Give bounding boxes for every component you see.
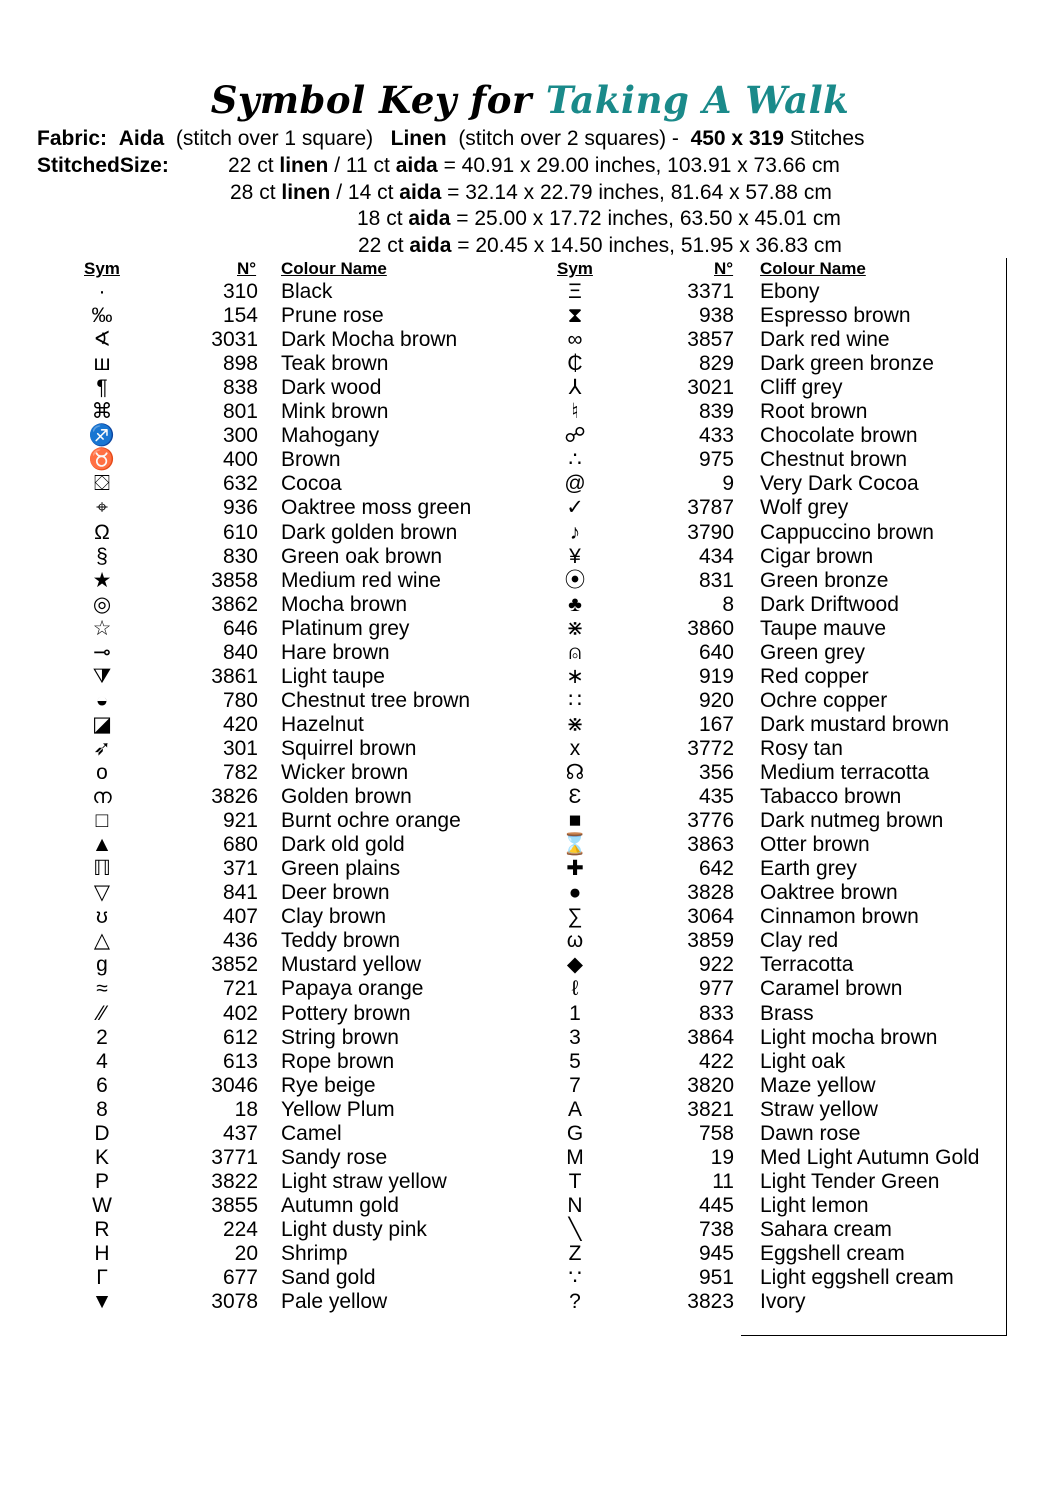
- symbol-cell: ·: [98, 280, 106, 303]
- symbol-cell: ⋇: [566, 712, 584, 736]
- right-border-line: [1006, 258, 1007, 1336]
- number-cell: 437: [222, 1121, 258, 1145]
- symbol-cell: ⦿: [564, 568, 586, 592]
- number-cell: 922: [698, 953, 734, 977]
- number-cell: 640: [698, 640, 734, 664]
- number-cell: 445: [698, 1193, 734, 1217]
- header-sym-left: Sym: [84, 259, 120, 278]
- colour-name-cell: Teak brown: [281, 352, 389, 376]
- symbol-cell: 3: [569, 1025, 581, 1049]
- number-cell: 422: [698, 1049, 734, 1073]
- size-fabric: aida: [408, 207, 451, 230]
- number-cell: 3064: [687, 905, 734, 929]
- colour-name-cell: Platinum grey: [281, 616, 410, 640]
- fabric-line: [37, 127, 865, 151]
- number-cell: 920: [698, 688, 734, 712]
- number-cell: 434: [698, 544, 734, 568]
- number-cell: 3021: [687, 376, 734, 400]
- number-cell: 3863: [687, 833, 734, 857]
- symbol-cell: ∴: [568, 448, 582, 472]
- symbol-cell: ♉: [88, 448, 116, 472]
- number-cell: 938: [698, 304, 734, 328]
- colour-name-cell: Light taupe: [281, 664, 385, 688]
- colour-name-cell: Brown: [281, 448, 341, 472]
- colour-name-cell: Shrimp: [281, 1242, 348, 1265]
- symbol-cell: ∵: [568, 1266, 582, 1290]
- number-cell: 721: [222, 977, 258, 1001]
- size-fabric: aida: [395, 154, 438, 177]
- colour-name-cell: Cinnamon brown: [760, 905, 919, 929]
- colour-name-cell: Rosy tan: [760, 736, 843, 760]
- colour-name-cell: Pale yellow: [281, 1290, 388, 1314]
- symbol-cell: ш: [93, 352, 111, 376]
- number-cell: 840: [222, 640, 258, 664]
- number-cell: 680: [222, 833, 258, 857]
- stitched-size-label: StitchedSize:: [37, 154, 169, 177]
- symbol-cell: ʊ: [96, 905, 108, 929]
- colour-name-cell: Deer brown: [281, 881, 390, 905]
- symbol-cell: ✚: [566, 857, 584, 881]
- number-cell: 3821: [687, 1097, 734, 1121]
- symbol-cell: ☊: [565, 761, 585, 784]
- colour-name-cell: Mocha brown: [281, 592, 408, 616]
- number-cell: 613: [222, 1049, 258, 1073]
- size-dimensions: = 40.91 x 29.00 inches, 103.91 x 73.66 cm: [437, 154, 840, 177]
- symbol-cell: ▽: [93, 881, 111, 905]
- colour-name-cell: Wicker brown: [281, 761, 409, 784]
- number-cell: 3820: [687, 1073, 734, 1097]
- fabric-label: Fabric:: [37, 127, 108, 150]
- number-cell: 919: [698, 664, 734, 688]
- colour-name-cell: Teddy brown: [281, 929, 401, 953]
- symbol-cell: x: [569, 736, 581, 760]
- page-title: [0, 78, 1060, 122]
- colour-name-cell: Espresso brown: [760, 304, 911, 328]
- number-cell: 356: [698, 761, 734, 784]
- colour-name-cell: Clay red: [760, 929, 839, 953]
- symbol-cell: ◪: [92, 712, 112, 736]
- number-cell: 435: [698, 785, 734, 809]
- number-cell: 371: [222, 857, 258, 881]
- stitched-size-line: [230, 181, 832, 205]
- size-dimensions: = 25.00 x 17.72 inches, 63.50 x 45.01 cm: [450, 207, 841, 230]
- colour-name-cell: Mustard yellow: [281, 953, 422, 977]
- colour-name-cell: Dawn rose: [760, 1121, 861, 1145]
- colour-name-cell: Clay brown: [281, 905, 387, 929]
- colour-name-cell: Ivory: [760, 1290, 806, 1314]
- symbol-cell: A: [567, 1097, 582, 1121]
- symbol-cell: ✓: [566, 496, 584, 520]
- stitched-size-line: [357, 207, 841, 231]
- colour-name-cell: Camel: [281, 1121, 342, 1145]
- symbol-cell: ⋇: [566, 616, 584, 640]
- colour-name-cell: Ebony: [760, 280, 820, 303]
- colour-name-cell: Cigar brown: [760, 544, 874, 568]
- number-cell: 3860: [687, 616, 734, 640]
- number-cell: 3771: [211, 1145, 258, 1169]
- number-cell: 936: [222, 496, 258, 520]
- size-fabric: linen: [279, 154, 329, 177]
- number-cell: 224: [222, 1217, 258, 1241]
- symbol-cell: ♮: [571, 400, 579, 424]
- number-cell: 612: [222, 1025, 258, 1049]
- fabric-linen-note: (stitch over 2 squares) -: [458, 127, 679, 150]
- symbol-cell: ≈: [96, 977, 108, 1001]
- number-cell: 758: [698, 1121, 734, 1145]
- colour-name-cell: Light oak: [760, 1049, 846, 1073]
- number-cell: 3855: [211, 1193, 258, 1217]
- header-name-right: Colour Name: [760, 259, 866, 278]
- symbol-cell: ℿ: [93, 857, 111, 881]
- symbol-cell: ⛋: [94, 472, 110, 496]
- number-cell: 433: [698, 424, 734, 448]
- fabric-linen: Linen: [390, 127, 447, 150]
- symbol-cell: Γ: [96, 1266, 108, 1290]
- colour-name-cell: Light mocha brown: [760, 1025, 938, 1049]
- number-cell: 632: [222, 472, 258, 496]
- number-cell: 3861: [211, 664, 258, 688]
- symbol-cell: ?: [569, 1290, 581, 1314]
- colour-name-cell: Yellow Plum: [281, 1097, 395, 1121]
- header-num-left: N°: [237, 259, 257, 278]
- number-cell: 420: [222, 712, 258, 736]
- number-cell: 921: [222, 809, 258, 833]
- colour-name-cell: Green oak brown: [281, 544, 443, 568]
- number-cell: 154: [222, 304, 258, 328]
- number-cell: 3862: [211, 592, 258, 616]
- symbol-cell: 2: [96, 1025, 108, 1049]
- colour-name-cell: Rope brown: [281, 1049, 395, 1073]
- symbol-cell: ⧩: [92, 664, 112, 688]
- colour-name-cell: Dark mustard brown: [760, 712, 950, 736]
- size-text: / 11 ct: [328, 154, 396, 177]
- colour-name-cell: Straw yellow: [760, 1097, 878, 1121]
- symbol-cell: ∞: [567, 328, 583, 352]
- symbol-cell: M: [566, 1145, 584, 1169]
- symbol-cell: Ω: [94, 520, 110, 544]
- colour-name-cell: Cocoa: [281, 472, 342, 496]
- symbol-cell: ⍝: [568, 640, 582, 664]
- symbol-cell: ➶: [93, 736, 111, 760]
- colour-name-cell: Medium red wine: [281, 568, 441, 592]
- number-cell: 830: [222, 544, 258, 568]
- number-cell: 3787: [687, 496, 734, 520]
- symbol-cell: R: [94, 1217, 110, 1241]
- colour-name-cell: Oaktree moss green: [281, 496, 472, 520]
- symbol-cell: 4: [96, 1049, 108, 1073]
- symbol-cell: ന: [92, 785, 112, 809]
- symbol-cell: ∢: [93, 328, 111, 352]
- colour-name-cell: Tabacco brown: [760, 785, 902, 809]
- bottom-border-line: [741, 1335, 1007, 1336]
- colour-name-cell: Taupe mauve: [760, 616, 887, 640]
- colour-name-cell: Dark red wine: [760, 328, 890, 352]
- number-cell: 3371: [687, 280, 734, 303]
- size-fabric: linen: [281, 181, 331, 204]
- colour-name-cell: Cliff grey: [760, 376, 843, 400]
- symbol-cell: §: [96, 544, 108, 568]
- number-cell: 402: [222, 1001, 258, 1025]
- symbol-cell: ▼: [91, 1290, 113, 1314]
- colour-name-cell: Light dusty pink: [281, 1217, 427, 1241]
- number-cell: 3857: [687, 328, 734, 352]
- size-text: 18 ct: [357, 207, 409, 230]
- colour-name-cell: Sand gold: [281, 1266, 376, 1290]
- number-cell: 167: [698, 712, 734, 736]
- number-cell: 301: [222, 736, 258, 760]
- number-cell: 975: [698, 448, 734, 472]
- colour-name-cell: Red copper: [760, 664, 869, 688]
- number-cell: 3858: [211, 568, 258, 592]
- number-cell: 3046: [211, 1073, 258, 1097]
- colour-name-cell: Chocolate brown: [760, 424, 918, 448]
- colour-name-cell: Sahara cream: [760, 1217, 892, 1241]
- number-cell: 3852: [211, 953, 258, 977]
- number-cell: 20: [234, 1242, 258, 1265]
- colour-name-cell: Dark green bronze: [760, 352, 934, 376]
- symbol-cell: 5: [569, 1049, 581, 1073]
- symbol-cell: ¶: [96, 376, 108, 400]
- number-cell: 951: [698, 1266, 734, 1290]
- colour-name-cell: Squirrel brown: [281, 736, 417, 760]
- symbol-cell: H: [94, 1242, 110, 1265]
- colour-name-cell: Very Dark Cocoa: [760, 472, 919, 496]
- number-cell: 8: [722, 592, 734, 616]
- colour-name-cell: Dark old gold: [281, 833, 405, 857]
- number-cell: 801: [222, 400, 258, 424]
- colour-name-cell: Medium terracotta: [760, 761, 930, 784]
- symbol-cell: ℓ: [571, 977, 579, 1001]
- symbol-cell: g: [96, 953, 108, 977]
- symbol-cell: ★: [92, 568, 112, 592]
- symbol-cell: ∷: [568, 688, 582, 712]
- colour-name-cell: Hare brown: [281, 640, 390, 664]
- symbol-cell: ⌖: [96, 496, 108, 520]
- number-cell: 610: [222, 520, 258, 544]
- symbol-cell: ◎: [92, 592, 112, 616]
- header-name-left: Colour Name: [281, 259, 387, 278]
- symbol-cell: ‰: [91, 304, 113, 328]
- number-cell: 407: [222, 905, 258, 929]
- size-dimensions: = 20.45 x 14.50 inches, 51.95 x 36.83 cm: [451, 234, 842, 257]
- colour-name-cell: Autumn gold: [281, 1193, 399, 1217]
- colour-name-cell: Wolf grey: [760, 496, 849, 520]
- number-cell: 436: [222, 929, 258, 953]
- number-cell: 3772: [687, 736, 734, 760]
- symbol-cell: 6: [96, 1073, 108, 1097]
- size-fabric: aida: [399, 181, 442, 204]
- colour-name-cell: Burnt ochre orange: [281, 809, 461, 833]
- number-cell: 646: [222, 616, 258, 640]
- number-cell: 841: [222, 881, 258, 905]
- colour-name-cell: Cappuccino brown: [760, 520, 934, 544]
- symbol-cell: ■: [568, 809, 582, 833]
- symbol-cell: ⌘: [91, 400, 113, 424]
- symbol-cell: G: [566, 1121, 584, 1145]
- colour-name-cell: Rye beige: [281, 1073, 376, 1097]
- number-cell: 831: [698, 568, 734, 592]
- symbol-cell: ∗: [566, 664, 584, 688]
- number-cell: 3776: [687, 809, 734, 833]
- number-cell: 3859: [687, 929, 734, 953]
- symbol-cell: N: [567, 1193, 583, 1217]
- number-cell: 19: [710, 1145, 734, 1169]
- colour-name-cell: Dark golden brown: [281, 520, 458, 544]
- number-cell: 738: [698, 1217, 734, 1241]
- symbol-cell: ω: [566, 929, 584, 953]
- size-dimensions: = 32.14 x 22.79 inches, 81.64 x 57.88 cm: [441, 181, 832, 204]
- symbol-cell: ◒: [95, 688, 109, 712]
- pattern-name: Taking A Walk: [545, 78, 850, 122]
- colour-name-cell: Dark Mocha brown: [281, 328, 458, 352]
- size-text: / 14 ct: [330, 181, 400, 204]
- colour-name-cell: Oaktree brown: [760, 881, 898, 905]
- colour-name-cell: Pottery brown: [281, 1001, 411, 1025]
- number-cell: 3828: [687, 881, 734, 905]
- symbol-cell: @: [564, 472, 586, 496]
- colour-name-cell: Root brown: [760, 400, 868, 424]
- header-num-right: N°: [714, 259, 734, 278]
- colour-name-cell: Sandy rose: [281, 1145, 388, 1169]
- fabric-size: 450 x 319: [690, 127, 784, 150]
- symbol-cell: Ɛ: [568, 785, 582, 809]
- symbol-cell: ☆: [92, 616, 112, 640]
- colour-name-cell: Mahogany: [281, 424, 380, 448]
- fabric-stitches: Stitches: [789, 127, 865, 150]
- number-cell: 11: [712, 1169, 734, 1193]
- symbol-cell: o: [96, 761, 108, 784]
- colour-name-cell: String brown: [281, 1025, 399, 1049]
- colour-name-cell: Dark Driftwood: [760, 592, 899, 616]
- symbol-cell: ♐: [88, 424, 116, 448]
- colour-name-cell: Hazelnut: [281, 712, 364, 736]
- colour-name-cell: Caramel brown: [760, 977, 903, 1001]
- number-cell: 310: [222, 280, 258, 303]
- number-cell: 9: [722, 472, 734, 496]
- fabric-aida-note: (stitch over 1 square): [175, 127, 374, 150]
- number-cell: 839: [698, 400, 734, 424]
- title-prefix: Symbol Key for: [210, 78, 532, 122]
- colour-name-cell: Light eggshell cream: [760, 1266, 954, 1290]
- number-cell: 782: [222, 761, 258, 784]
- number-cell: 833: [698, 1001, 734, 1025]
- symbol-cell: ♣: [568, 592, 582, 616]
- symbol-cell: △: [93, 929, 111, 953]
- colour-name-cell: Papaya orange: [281, 977, 424, 1001]
- number-cell: 18: [234, 1097, 258, 1121]
- colour-name-cell: Med Light Autumn Gold: [760, 1145, 980, 1169]
- colour-name-cell: Chestnut tree brown: [281, 688, 471, 712]
- symbol-cell: ₵: [567, 352, 583, 376]
- colour-name-cell: Golden brown: [281, 785, 412, 809]
- number-cell: 3864: [687, 1025, 734, 1049]
- symbol-cell: ⌛: [561, 833, 589, 857]
- number-cell: 3031: [211, 328, 258, 352]
- size-text: 22 ct: [228, 154, 280, 177]
- symbol-cell: W: [92, 1193, 112, 1217]
- number-cell: 945: [698, 1242, 734, 1265]
- number-cell: 300: [222, 424, 258, 448]
- colour-name-cell: Dark nutmeg brown: [760, 809, 944, 833]
- symbol-cell: ⅄: [568, 376, 582, 400]
- number-cell: 977: [698, 977, 734, 1001]
- colour-name-cell: Ochre copper: [760, 688, 888, 712]
- header-sym-right: Sym: [557, 259, 593, 278]
- symbol-cell: ⧗: [567, 304, 583, 328]
- number-cell: 3078: [211, 1290, 258, 1314]
- symbol-cell: T: [568, 1169, 582, 1193]
- number-cell: 677: [222, 1266, 258, 1290]
- size-text: 22 ct: [358, 234, 410, 257]
- symbol-cell: ⁄⁄: [98, 1001, 106, 1025]
- symbol-cell: ▲: [91, 833, 113, 857]
- symbol-cell: ⊸: [93, 640, 111, 664]
- colour-name-cell: Green bronze: [760, 568, 889, 592]
- symbol-cell: ●: [568, 881, 582, 905]
- number-cell: 838: [222, 376, 258, 400]
- number-cell: 898: [222, 352, 258, 376]
- number-cell: 3790: [687, 520, 734, 544]
- symbol-cell: 7: [569, 1073, 581, 1097]
- colour-name-cell: Mink brown: [281, 400, 389, 424]
- colour-name-cell: Eggshell cream: [760, 1242, 905, 1265]
- symbol-cell: ╲: [568, 1217, 582, 1241]
- symbol-cell: Ξ: [568, 280, 582, 303]
- symbol-cell: 8: [96, 1097, 108, 1121]
- colour-name-cell: Dark wood: [281, 376, 382, 400]
- symbol-cell: P: [94, 1169, 109, 1193]
- colour-name-cell: Light lemon: [760, 1193, 869, 1217]
- colour-name-cell: Black: [281, 280, 333, 303]
- symbol-cell: Z: [568, 1242, 582, 1265]
- colour-name-cell: Prune rose: [281, 304, 384, 328]
- size-fabric: aida: [409, 234, 452, 257]
- symbol-cell: ♪: [569, 520, 581, 544]
- symbol-cell: ∑: [567, 905, 583, 929]
- colour-name-cell: Light straw yellow: [281, 1169, 447, 1193]
- symbol-cell: □: [95, 809, 109, 833]
- symbol-cell: ◆: [566, 953, 584, 977]
- symbol-cell: D: [94, 1121, 110, 1145]
- symbol-cell: ¥: [569, 544, 581, 568]
- symbol-cell: ☍: [564, 424, 586, 448]
- colour-name-cell: Otter brown: [760, 833, 870, 857]
- symbol-cell: 1: [569, 1001, 581, 1025]
- colour-name-cell: Terracotta: [760, 953, 854, 977]
- number-cell: 642: [698, 857, 734, 881]
- number-cell: 3823: [687, 1290, 734, 1314]
- stitched-size-line: [358, 234, 842, 258]
- number-cell: 829: [698, 352, 734, 376]
- number-cell: 3822: [211, 1169, 258, 1193]
- colour-name-cell: Maze yellow: [760, 1073, 876, 1097]
- colour-name-cell: Green grey: [760, 640, 866, 664]
- number-cell: 400: [222, 448, 258, 472]
- colour-name-cell: Chestnut brown: [760, 448, 908, 472]
- colour-name-cell: Green plains: [281, 857, 401, 881]
- colour-name-cell: Brass: [760, 1001, 814, 1025]
- stitched-size-line: [228, 154, 840, 178]
- number-cell: 3826: [211, 785, 258, 809]
- fabric-aida: Aida: [118, 127, 165, 150]
- number-cell: 780: [222, 688, 258, 712]
- size-text: 28 ct: [230, 181, 282, 204]
- symbol-cell: K: [94, 1145, 109, 1169]
- colour-name-cell: Light Tender Green: [760, 1169, 940, 1193]
- colour-name-cell: Earth grey: [760, 857, 857, 881]
